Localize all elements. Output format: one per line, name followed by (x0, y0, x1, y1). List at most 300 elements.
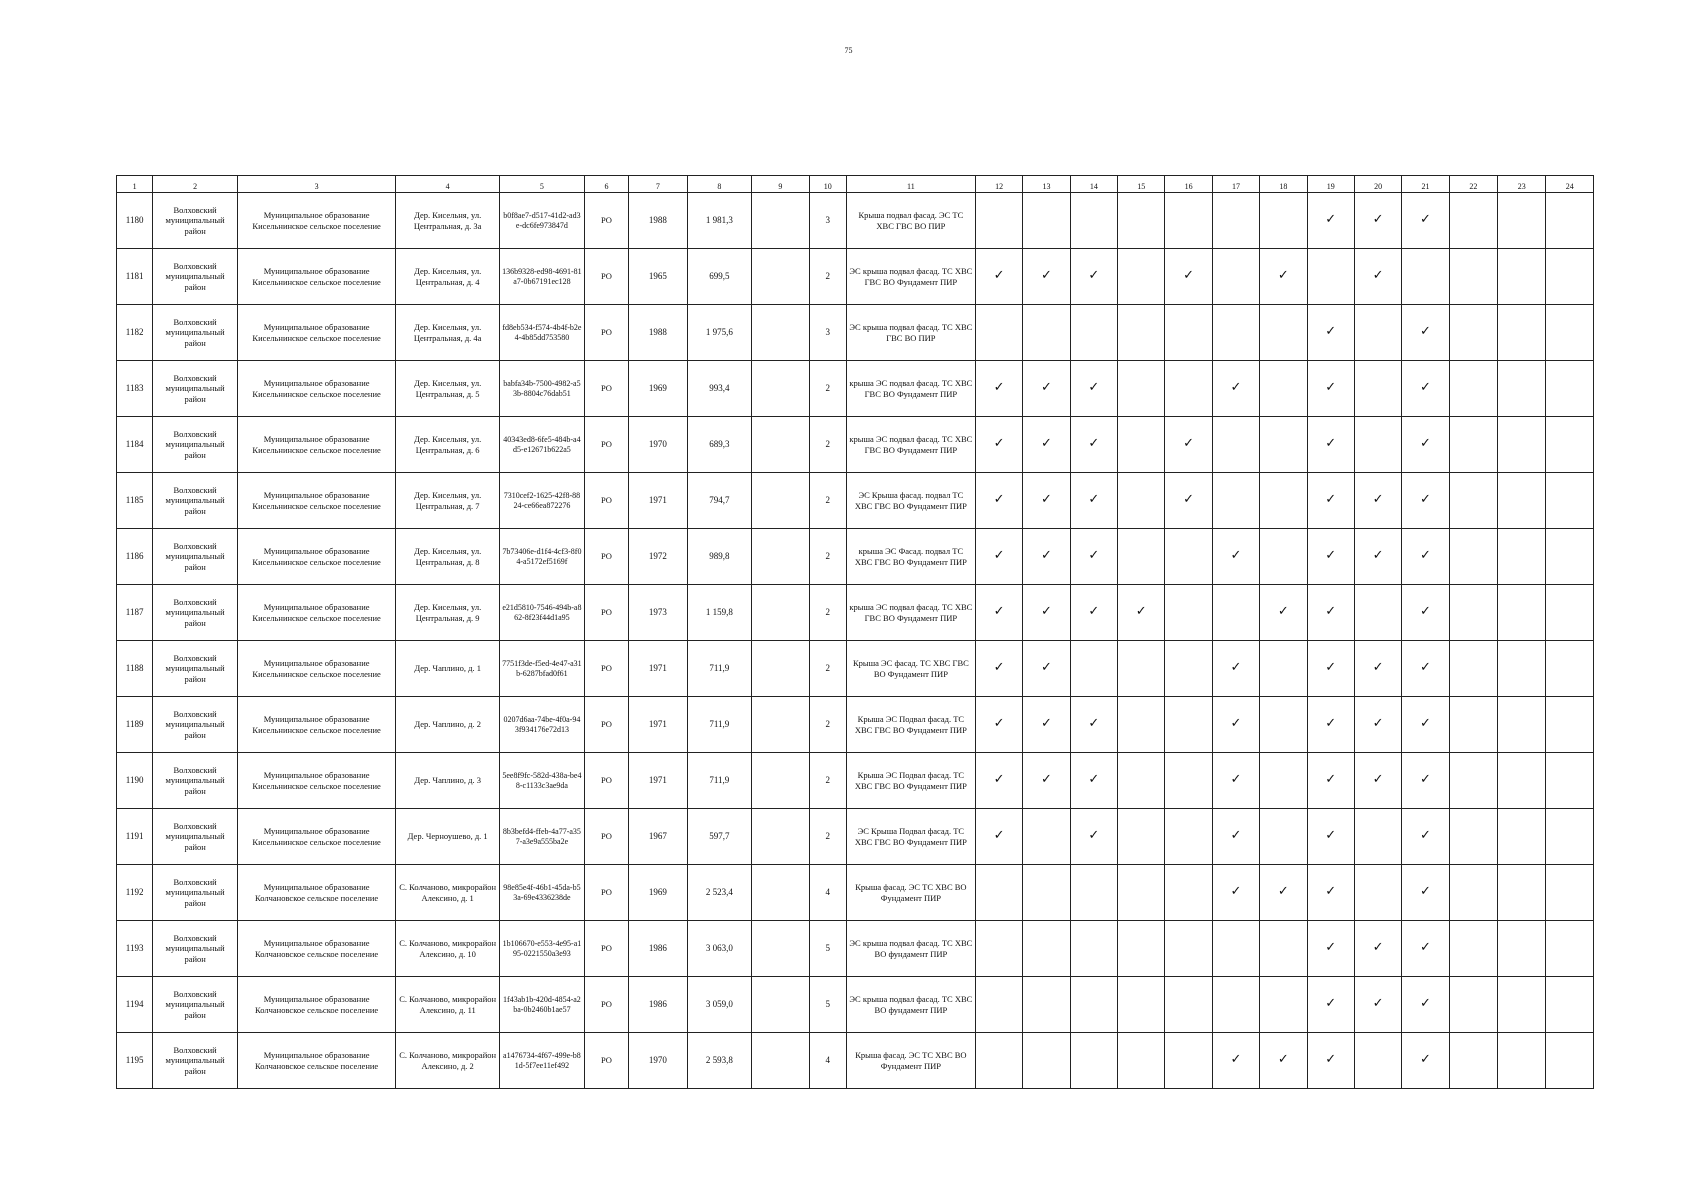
check-cell-col-16 (1165, 1033, 1212, 1089)
building-code-cell: 1b106670-e553-4e95-a195-0221550a3e93 (500, 921, 585, 977)
form-cell: РО (584, 585, 628, 641)
table-row (117, 753, 1594, 809)
check-cell-col-15 (1118, 809, 1165, 865)
year-cell: 1965 (629, 249, 687, 305)
address-cell: С. Колчаново, микрорайон Алексино, д. 10 (396, 921, 500, 977)
column-header-4: 4 (396, 176, 500, 193)
area-cell: 699,5 (687, 249, 752, 305)
check-cell-col-17 (1212, 417, 1259, 473)
column-9-cell (752, 529, 809, 585)
form-cell: РО (584, 417, 628, 473)
check-cell-col-20 (1354, 305, 1401, 361)
check-cell-col-13: ✓ (1023, 529, 1070, 585)
check-cell-col-12: ✓ (975, 809, 1022, 865)
check-cell-col-23 (1498, 1033, 1546, 1089)
check-cell-col-16: ✓ (1165, 249, 1212, 305)
column-header-20: 20 (1354, 176, 1401, 193)
check-cell-col-21: ✓ (1402, 417, 1449, 473)
check-cell-col-22 (1449, 865, 1497, 921)
check-cell-col-14: ✓ (1070, 473, 1117, 529)
check-cell-col-20 (1354, 865, 1401, 921)
check-cell-col-19: ✓ (1307, 1033, 1354, 1089)
check-cell-col-17 (1212, 249, 1259, 305)
check-cell-col-16 (1165, 193, 1212, 249)
check-cell-col-20 (1354, 417, 1401, 473)
district-cell: Волховский муниципальный район (153, 585, 238, 641)
column-9-cell (752, 1033, 809, 1089)
check-cell-col-18: ✓ (1260, 249, 1307, 305)
check-cell-col-16 (1165, 529, 1212, 585)
check-cell-col-12: ✓ (975, 249, 1022, 305)
check-cell-col-24 (1546, 697, 1594, 753)
municipality-cell: Муниципальное образование Кисельнинское сельское поселение (237, 809, 395, 865)
year-cell: 1970 (629, 417, 687, 473)
area-cell: 3 063,0 (687, 921, 752, 977)
check-cell-col-18 (1260, 305, 1307, 361)
check-cell-col-20 (1354, 585, 1401, 641)
check-cell-col-23 (1498, 305, 1546, 361)
table-row (117, 585, 1594, 641)
check-cell-col-21: ✓ (1402, 585, 1449, 641)
check-cell-col-18 (1260, 809, 1307, 865)
check-cell-col-17 (1212, 305, 1259, 361)
check-cell-col-23 (1498, 585, 1546, 641)
municipality-cell: Муниципальное образование Колчановское сельское поселение (237, 865, 395, 921)
check-cell-col-18 (1260, 753, 1307, 809)
check-cell-col-24 (1546, 305, 1594, 361)
table-row (117, 361, 1594, 417)
works-cell: Крыша фасад. ЭС ТС ХВС ВО Фундамент ПИР (846, 1033, 975, 1089)
check-cell-col-23 (1498, 417, 1546, 473)
check-cell-col-24 (1546, 417, 1594, 473)
row-number-cell: 1183 (117, 361, 153, 417)
table-row (117, 305, 1594, 361)
check-cell-col-24 (1546, 529, 1594, 585)
check-cell-col-12: ✓ (975, 417, 1022, 473)
check-cell-col-16 (1165, 977, 1212, 1033)
area-cell: 989,8 (687, 529, 752, 585)
works-cell: крыша ЭС подвал фасад. ТС ХВС ГВС ВО Фундамент ПИР (846, 361, 975, 417)
form-cell: РО (584, 865, 628, 921)
row-number-cell: 1195 (117, 1033, 153, 1089)
check-cell-col-15 (1118, 529, 1165, 585)
works-cell: Крыша фасад. ЭС ТС ХВС ВО Фундамент ПИР (846, 865, 975, 921)
check-cell-col-17: ✓ (1212, 641, 1259, 697)
check-cell-col-12: ✓ (975, 585, 1022, 641)
check-cell-col-18 (1260, 529, 1307, 585)
check-cell-col-13: ✓ (1023, 753, 1070, 809)
check-cell-col-13: ✓ (1023, 585, 1070, 641)
page-number: 75 (844, 46, 853, 55)
form-cell: РО (584, 1033, 628, 1089)
column-9-cell (752, 473, 809, 529)
district-cell: Волховский муниципальный район (153, 417, 238, 473)
check-cell-col-22 (1449, 417, 1497, 473)
check-cell-col-24 (1546, 753, 1594, 809)
table-row (117, 473, 1594, 529)
address-cell: Дер. Кисельня, ул. Центральная, д. 7 (396, 473, 500, 529)
check-cell-col-17 (1212, 585, 1259, 641)
column-header-23: 23 (1498, 176, 1546, 193)
check-cell-col-14: ✓ (1070, 697, 1117, 753)
address-cell: С. Колчаново, микрорайон Алексино, д. 11 (396, 977, 500, 1033)
check-cell-col-24 (1546, 865, 1594, 921)
year-cell: 1972 (629, 529, 687, 585)
row-number-cell: 1187 (117, 585, 153, 641)
table-body (117, 193, 1594, 1089)
check-cell-col-21: ✓ (1402, 809, 1449, 865)
column-header-9: 9 (752, 176, 809, 193)
municipality-cell: Муниципальное образование Кисельнинское сельское поселение (237, 753, 395, 809)
check-cell-col-17: ✓ (1212, 753, 1259, 809)
building-code-cell: babfa34b-7500-4982-a53b-8804c76dab51 (500, 361, 585, 417)
works-cell: Крыша ЭС Подвал фасад. ТС ХВС ГВС ВО Фундамент ПИР (846, 697, 975, 753)
check-cell-col-14 (1070, 865, 1117, 921)
column-header-24: 24 (1546, 176, 1594, 193)
check-cell-col-19: ✓ (1307, 305, 1354, 361)
municipality-cell: Муниципальное образование Кисельнинское сельское поселение (237, 249, 395, 305)
check-cell-col-17: ✓ (1212, 697, 1259, 753)
check-cell-col-23 (1498, 249, 1546, 305)
check-cell-col-12 (975, 977, 1022, 1033)
check-cell-col-20 (1354, 361, 1401, 417)
check-cell-col-21: ✓ (1402, 753, 1449, 809)
check-cell-col-18 (1260, 417, 1307, 473)
floors-cell: 4 (809, 1033, 846, 1089)
check-cell-col-15 (1118, 249, 1165, 305)
municipality-cell: Муниципальное образование Кисельнинское сельское поселение (237, 473, 395, 529)
works-cell: ЭС Крыша фасад. подвал ТС ХВС ГВС ВО Фундамент ПИР (846, 473, 975, 529)
check-cell-col-16: ✓ (1165, 473, 1212, 529)
check-cell-col-15 (1118, 305, 1165, 361)
check-cell-col-12 (975, 305, 1022, 361)
check-cell-col-19: ✓ (1307, 641, 1354, 697)
check-cell-col-14 (1070, 1033, 1117, 1089)
municipality-cell: Муниципальное образование Колчановское сельское поселение (237, 921, 395, 977)
buildings-table (116, 175, 1594, 1089)
municipality-cell: Муниципальное образование Кисельнинское сельское поселение (237, 361, 395, 417)
check-cell-col-14: ✓ (1070, 361, 1117, 417)
check-cell-col-14: ✓ (1070, 249, 1117, 305)
check-cell-col-23 (1498, 193, 1546, 249)
check-cell-col-15: ✓ (1118, 585, 1165, 641)
column-header-10: 10 (809, 176, 846, 193)
form-cell: РО (584, 921, 628, 977)
check-cell-col-13 (1023, 809, 1070, 865)
row-number-cell: 1180 (117, 193, 153, 249)
column-header-17: 17 (1212, 176, 1259, 193)
check-cell-col-24 (1546, 641, 1594, 697)
check-cell-col-21: ✓ (1402, 921, 1449, 977)
check-cell-col-14 (1070, 641, 1117, 697)
column-9-cell (752, 753, 809, 809)
check-cell-col-15 (1118, 865, 1165, 921)
check-cell-col-12: ✓ (975, 473, 1022, 529)
floors-cell: 2 (809, 529, 846, 585)
works-cell: крыша ЭС подвал фасад. ТС ХВС ГВС ВО Фундамент ПИР (846, 417, 975, 473)
check-cell-col-19: ✓ (1307, 193, 1354, 249)
form-cell: РО (584, 361, 628, 417)
check-cell-col-18: ✓ (1260, 585, 1307, 641)
column-header-11: 11 (846, 176, 975, 193)
check-cell-col-12 (975, 865, 1022, 921)
check-cell-col-24 (1546, 585, 1594, 641)
check-cell-col-22 (1449, 753, 1497, 809)
row-number-cell: 1189 (117, 697, 153, 753)
column-9-cell (752, 921, 809, 977)
check-cell-col-15 (1118, 697, 1165, 753)
check-cell-col-24 (1546, 809, 1594, 865)
row-number-cell: 1193 (117, 921, 153, 977)
check-cell-col-23 (1498, 529, 1546, 585)
area-cell: 1 159,8 (687, 585, 752, 641)
district-cell: Волховский муниципальный район (153, 1033, 238, 1089)
column-9-cell (752, 305, 809, 361)
column-header-1: 1 (117, 176, 153, 193)
building-code-cell: 0207d6aa-74be-4f0a-943f934176e72d13 (500, 697, 585, 753)
check-cell-col-16 (1165, 585, 1212, 641)
check-cell-col-24 (1546, 473, 1594, 529)
address-cell: Дер. Кисельня, ул. Центральная, д. 9 (396, 585, 500, 641)
year-cell: 1971 (629, 641, 687, 697)
municipality-cell: Муниципальное образование Кисельнинское сельское поселение (237, 417, 395, 473)
row-number-cell: 1190 (117, 753, 153, 809)
check-cell-col-23 (1498, 473, 1546, 529)
address-cell: Дер. Чаплино, д. 3 (396, 753, 500, 809)
area-cell: 2 523,4 (687, 865, 752, 921)
header-row (117, 176, 1594, 193)
check-cell-col-17 (1212, 977, 1259, 1033)
building-code-cell: 1f43ab1b-420d-4854-a2ba-0b2460b1ae57 (500, 977, 585, 1033)
works-cell: ЭС Крыша Подвал фасад. ТС ХВС ГВС ВО Фундамент ПИР (846, 809, 975, 865)
address-cell: С. Колчаново, микрорайон Алексино, д. 1 (396, 865, 500, 921)
building-code-cell: 7b73406e-d1f4-4cf3-8f04-a5172ef5169f (500, 529, 585, 585)
municipality-cell: Муниципальное образование Кисельнинское сельское поселение (237, 193, 395, 249)
check-cell-col-12: ✓ (975, 753, 1022, 809)
floors-cell: 2 (809, 753, 846, 809)
check-cell-col-13: ✓ (1023, 361, 1070, 417)
floors-cell: 5 (809, 977, 846, 1033)
table-row (117, 193, 1594, 249)
check-cell-col-16: ✓ (1165, 417, 1212, 473)
check-cell-col-13 (1023, 193, 1070, 249)
column-9-cell (752, 585, 809, 641)
check-cell-col-20: ✓ (1354, 697, 1401, 753)
year-cell: 1988 (629, 193, 687, 249)
address-cell: Дер. Кисельня, ул. Центральная, д. 5 (396, 361, 500, 417)
check-cell-col-12: ✓ (975, 529, 1022, 585)
column-header-3: 3 (237, 176, 395, 193)
check-cell-col-18 (1260, 977, 1307, 1033)
building-code-cell: e21d5810-7546-494b-a862-8f23f44d1a95 (500, 585, 585, 641)
row-number-cell: 1185 (117, 473, 153, 529)
form-cell: РО (584, 641, 628, 697)
address-cell: Дер. Черноушево, д. 1 (396, 809, 500, 865)
form-cell: РО (584, 753, 628, 809)
check-cell-col-18 (1260, 361, 1307, 417)
table-row (117, 417, 1594, 473)
column-header-18: 18 (1260, 176, 1307, 193)
floors-cell: 2 (809, 249, 846, 305)
table-row (117, 865, 1594, 921)
check-cell-col-16 (1165, 809, 1212, 865)
check-cell-col-20: ✓ (1354, 977, 1401, 1033)
form-cell: РО (584, 473, 628, 529)
address-cell: Дер. Кисельня, ул. Центральная, д. 6 (396, 417, 500, 473)
municipality-cell: Муниципальное образование Колчановское сельское поселение (237, 977, 395, 1033)
check-cell-col-14: ✓ (1070, 417, 1117, 473)
column-9-cell (752, 809, 809, 865)
check-cell-col-21 (1402, 249, 1449, 305)
floors-cell: 2 (809, 585, 846, 641)
check-cell-col-18 (1260, 473, 1307, 529)
municipality-cell: Муниципальное образование Кисельнинское сельское поселение (237, 529, 395, 585)
row-number-cell: 1182 (117, 305, 153, 361)
floors-cell: 5 (809, 921, 846, 977)
building-code-cell: 5ee8f9fc-582d-438a-be48-c1133c3ae9da (500, 753, 585, 809)
district-cell: Волховский муниципальный район (153, 529, 238, 585)
row-number-cell: 1184 (117, 417, 153, 473)
check-cell-col-17 (1212, 473, 1259, 529)
check-cell-col-19: ✓ (1307, 585, 1354, 641)
check-cell-col-19: ✓ (1307, 865, 1354, 921)
check-cell-col-14 (1070, 977, 1117, 1033)
check-cell-col-13: ✓ (1023, 641, 1070, 697)
check-cell-col-21: ✓ (1402, 529, 1449, 585)
check-cell-col-24 (1546, 361, 1594, 417)
row-number-cell: 1188 (117, 641, 153, 697)
year-cell: 1986 (629, 921, 687, 977)
year-cell: 1967 (629, 809, 687, 865)
area-cell: 1 981,3 (687, 193, 752, 249)
building-code-cell: 136b9328-ed98-4691-81a7-0b67191ec128 (500, 249, 585, 305)
column-9-cell (752, 361, 809, 417)
column-9-cell (752, 249, 809, 305)
floors-cell: 3 (809, 305, 846, 361)
check-cell-col-19: ✓ (1307, 473, 1354, 529)
check-cell-col-23 (1498, 641, 1546, 697)
check-cell-col-19: ✓ (1307, 697, 1354, 753)
column-9-cell (752, 417, 809, 473)
works-cell: ЭС крыша подвал фасад. ТС ХВС ГВС ВО ПИР (846, 305, 975, 361)
area-cell: 689,3 (687, 417, 752, 473)
check-cell-col-22 (1449, 921, 1497, 977)
check-cell-col-15 (1118, 977, 1165, 1033)
works-cell: крыша ЭС подвал фасад. ТС ХВС ГВС ВО Фундамент ПИР (846, 585, 975, 641)
works-cell: крыша ЭС Фасад. подвал ТС ХВС ГВС ВО Фундамент ПИР (846, 529, 975, 585)
check-cell-col-18 (1260, 641, 1307, 697)
check-cell-col-13: ✓ (1023, 417, 1070, 473)
address-cell: Дер. Кисельня, ул. Центральная, д. 3а (396, 193, 500, 249)
check-cell-col-21: ✓ (1402, 193, 1449, 249)
works-cell: Крыша ЭС Подвал фасад. ТС ХВС ГВС ВО Фундамент ПИР (846, 753, 975, 809)
check-cell-col-16 (1165, 921, 1212, 977)
year-cell: 1970 (629, 1033, 687, 1089)
works-cell: ЭС крыша подвал фасад. ТС ХВС ВО фундамент ПИР (846, 977, 975, 1033)
works-cell: Крыша ЭС фасад. ТС ХВС ГВС ВО Фундамент ПИР (846, 641, 975, 697)
check-cell-col-24 (1546, 977, 1594, 1033)
check-cell-col-17: ✓ (1212, 529, 1259, 585)
area-cell: 597,7 (687, 809, 752, 865)
area-cell: 1 975,6 (687, 305, 752, 361)
form-cell: РО (584, 529, 628, 585)
floors-cell: 2 (809, 473, 846, 529)
municipality-cell: Муниципальное образование Кисельнинское сельское поселение (237, 641, 395, 697)
check-cell-col-20: ✓ (1354, 921, 1401, 977)
year-cell: 1969 (629, 865, 687, 921)
check-cell-col-15 (1118, 473, 1165, 529)
check-cell-col-16 (1165, 641, 1212, 697)
check-cell-col-22 (1449, 361, 1497, 417)
area-cell: 2 593,8 (687, 1033, 752, 1089)
check-cell-col-14 (1070, 921, 1117, 977)
check-cell-col-18 (1260, 921, 1307, 977)
check-cell-col-16 (1165, 865, 1212, 921)
year-cell: 1971 (629, 697, 687, 753)
check-cell-col-13: ✓ (1023, 697, 1070, 753)
column-header-16: 16 (1165, 176, 1212, 193)
check-cell-col-19 (1307, 249, 1354, 305)
check-cell-col-22 (1449, 641, 1497, 697)
check-cell-col-15 (1118, 641, 1165, 697)
address-cell: Дер. Кисельня, ул. Центральная, д. 4 (396, 249, 500, 305)
column-header-19: 19 (1307, 176, 1354, 193)
column-9-cell (752, 697, 809, 753)
check-cell-col-19: ✓ (1307, 977, 1354, 1033)
check-cell-col-12 (975, 193, 1022, 249)
check-cell-col-18 (1260, 697, 1307, 753)
district-cell: Волховский муниципальный район (153, 361, 238, 417)
check-cell-col-24 (1546, 1033, 1594, 1089)
check-cell-col-13: ✓ (1023, 249, 1070, 305)
district-cell: Волховский муниципальный район (153, 753, 238, 809)
table-row (117, 977, 1594, 1033)
form-cell: РО (584, 249, 628, 305)
column-header-13: 13 (1023, 176, 1070, 193)
floors-cell: 2 (809, 417, 846, 473)
district-cell: Волховский муниципальный район (153, 305, 238, 361)
area-cell: 993,4 (687, 361, 752, 417)
address-cell: Дер. Кисельня, ул. Центральная, д. 8 (396, 529, 500, 585)
check-cell-col-15 (1118, 361, 1165, 417)
year-cell: 1986 (629, 977, 687, 1033)
table-row (117, 249, 1594, 305)
check-cell-col-14 (1070, 305, 1117, 361)
check-cell-col-18: ✓ (1260, 1033, 1307, 1089)
check-cell-col-22 (1449, 193, 1497, 249)
address-cell: Дер. Чаплино, д. 2 (396, 697, 500, 753)
check-cell-col-13 (1023, 305, 1070, 361)
check-cell-col-22 (1449, 305, 1497, 361)
column-header-6: 6 (584, 176, 628, 193)
form-cell: РО (584, 305, 628, 361)
check-cell-col-16 (1165, 697, 1212, 753)
check-cell-col-19: ✓ (1307, 921, 1354, 977)
check-cell-col-22 (1449, 809, 1497, 865)
check-cell-col-19: ✓ (1307, 529, 1354, 585)
check-cell-col-12: ✓ (975, 641, 1022, 697)
check-cell-col-21: ✓ (1402, 697, 1449, 753)
building-code-cell: fd8eb534-f574-4b4f-b2e4-4b85dd753580 (500, 305, 585, 361)
works-cell: Крыша подвал фасад. ЭС ТС ХВС ГВС ВО ПИР (846, 193, 975, 249)
check-cell-col-14: ✓ (1070, 809, 1117, 865)
area-cell: 794,7 (687, 473, 752, 529)
check-cell-col-21: ✓ (1402, 977, 1449, 1033)
check-cell-col-21: ✓ (1402, 305, 1449, 361)
district-cell: Волховский муниципальный район (153, 977, 238, 1033)
check-cell-col-23 (1498, 809, 1546, 865)
column-header-21: 21 (1402, 176, 1449, 193)
